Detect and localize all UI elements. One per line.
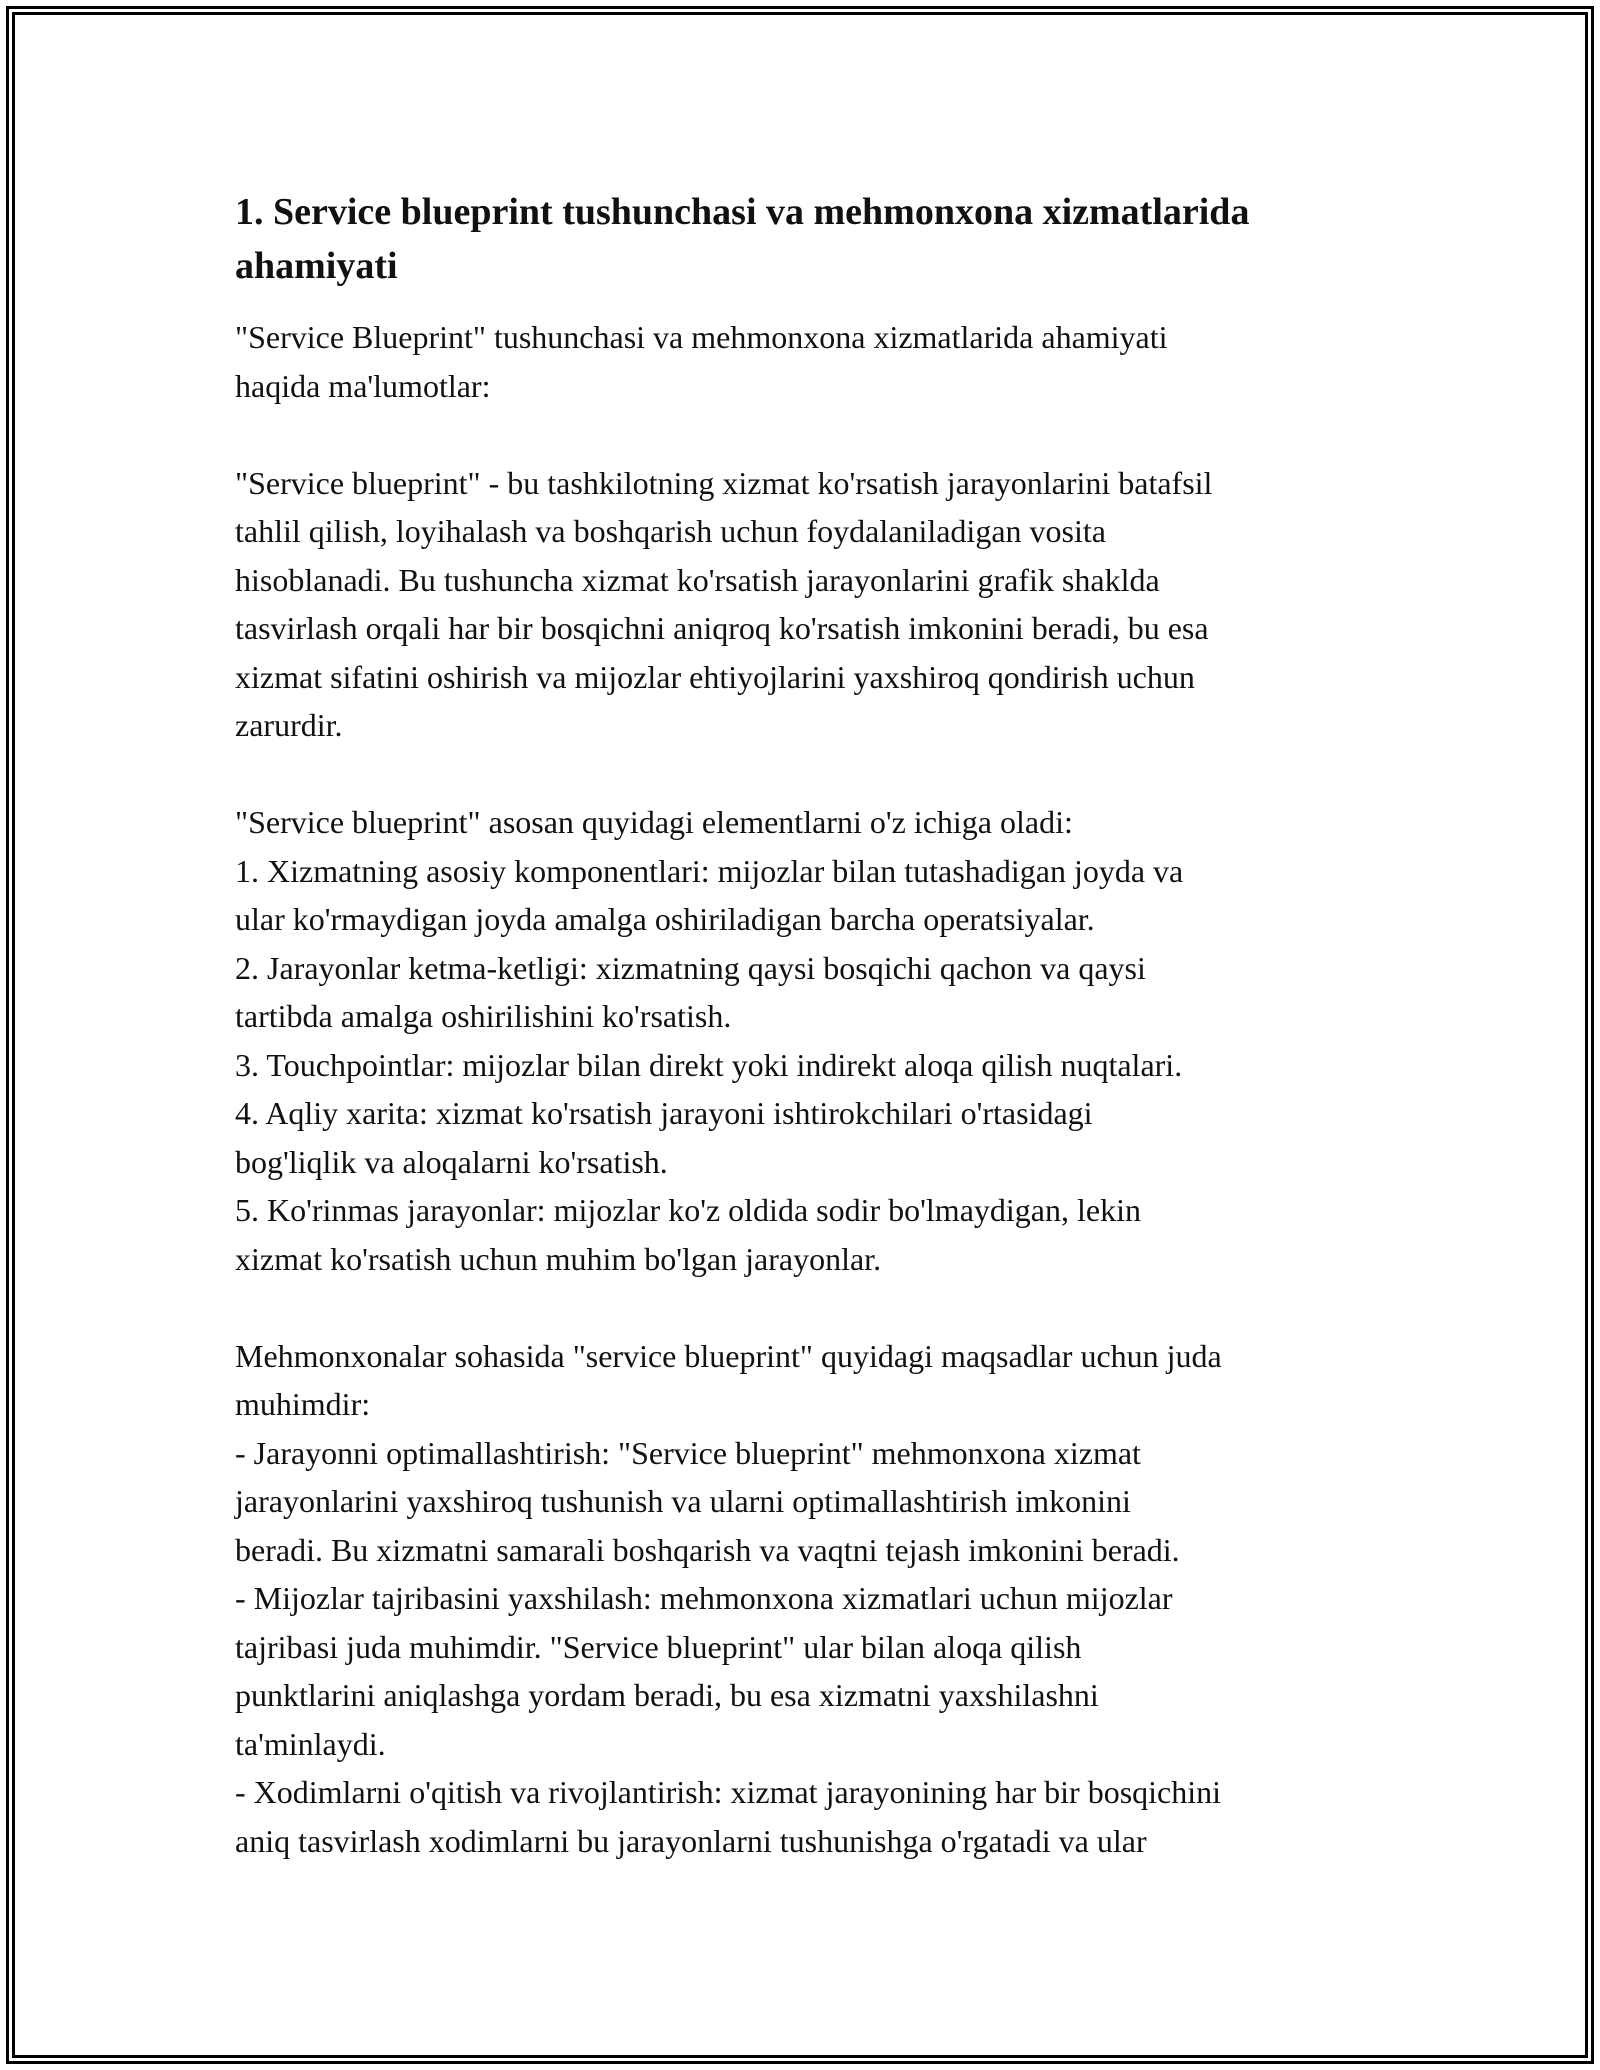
- list-line: ta'minlaydi.: [235, 1725, 386, 1762]
- list-line: 1. Xizmatning asosiy komponentlari: mijozlar bilan tutashadigan joyda va: [235, 852, 1184, 889]
- text-line: tahlil qilish, loyihalash va boshqarish uchun foydalaniladigan vosita: [235, 513, 1106, 549]
- text-line: xizmat sifatini oshirish va mijozlar ehtiyojlarini yaxshiroq qondirish uchun: [235, 658, 1195, 695]
- list-line: 2. Jarayonlar ketma-ketligi: xizmatning qaysi bosqichi qachon va qaysi: [235, 949, 1146, 986]
- text-line: muhimdir:: [235, 1386, 371, 1422]
- paragraph-gap: [235, 750, 1385, 799]
- list-line: beradi. Bu xizmatni samarali boshqarish va vaqtni tejash imkonini beradi.: [235, 1531, 1180, 1568]
- text-line: "Service blueprint" - bu tashkilotning xizmat ko'rsatish jarayonlarini batafsil: [235, 464, 1213, 501]
- paragraph-gap: [235, 1283, 1385, 1332]
- text-line: zarurdir.: [235, 707, 343, 743]
- paragraph-elements: [235, 798, 1385, 1283]
- list-line: xizmat ko'rsatish uchun muhim bo'lgan jarayonlar.: [235, 1240, 882, 1277]
- heading-line: 1. Service blueprint tushunchasi va mehmonxona xizmatlarida: [235, 191, 1250, 233]
- text-line: "Service Blueprint" tushunchasi va mehmonxona xizmatlarida ahamiyati: [235, 319, 1168, 355]
- list-line: - Jarayonni optimallashtirish: "Service blueprint" mehmonxona xizmat: [235, 1434, 1141, 1471]
- document-body: [235, 185, 1385, 1865]
- text-line: tasvirlash orqali har bir bosqichni aniqroq ko'rsatish imkonini beradi, bu esa: [235, 610, 1209, 646]
- list-line: 3. Touchpointlar: mijozlar bilan direkt yoki indirekt aloqa qilish nuqtalari.: [235, 1046, 1183, 1083]
- text-line: "Service blueprint" asosan quyidagi elementlarni o'z ichiga oladi:: [235, 804, 1073, 840]
- text-line: hisoblanadi. Bu tushuncha xizmat ko'rsatish jarayonlarini grafik shaklda: [235, 561, 1160, 598]
- list-line: punktlarini aniqlashga yordam beradi, bu esa xizmatni yaxshilashni: [235, 1677, 1099, 1713]
- list-line: - Mijozlar tajribasini yaxshilash: mehmonxona xizmatlari uchun mijozlar: [235, 1580, 1173, 1616]
- list-line: tajribasi juda muhimdir. "Service blueprint" ular bilan aloqa qilish: [235, 1628, 1082, 1665]
- list-line: jarayonlarini yaxshiroq tushunish va ularni optimallashtirish imkonini: [235, 1483, 1131, 1519]
- text-line: Mehmonxonalar sohasida "service blueprint" quyidagi maqsadlar uchun juda: [235, 1337, 1222, 1374]
- list-line: 5. Ko'rinmas jarayonlar: mijozlar ko'z oldida sodir bo'lmaydigan, lekin: [235, 1192, 1141, 1228]
- list-line: tartibda amalga oshirilishini ko'rsatish.: [235, 998, 732, 1034]
- paragraph-gap: [235, 410, 1385, 459]
- list-line: - Xodimlarni o'qitish va rivojlantirish: xizmat jarayonining har bir bosqichini: [235, 1774, 1222, 1810]
- list-line: bog'liqlik va aloqalarni ko'rsatish.: [235, 1143, 668, 1180]
- list-line: 4. Aqliy xarita: xizmat ko'rsatish jarayoni ishtirokchilari o'rtasidagi: [235, 1095, 1093, 1131]
- paragraph-purposes: [235, 1332, 1385, 1866]
- paragraph-definition: [235, 459, 1385, 750]
- list-line: aniq tasvirlash xodimlarni bu jarayonlarni tushunishga o'rgatadi va ular: [235, 1822, 1147, 1859]
- list-line: ular ko'rmaydigan joyda amalga oshiriladigan barcha operatsiyalar.: [235, 901, 1095, 937]
- heading-line: ahamiyati: [235, 245, 398, 287]
- paragraph-intro: [235, 313, 1385, 410]
- text-line: haqida ma'lumotlar:: [235, 367, 491, 404]
- section-heading: [235, 185, 1385, 293]
